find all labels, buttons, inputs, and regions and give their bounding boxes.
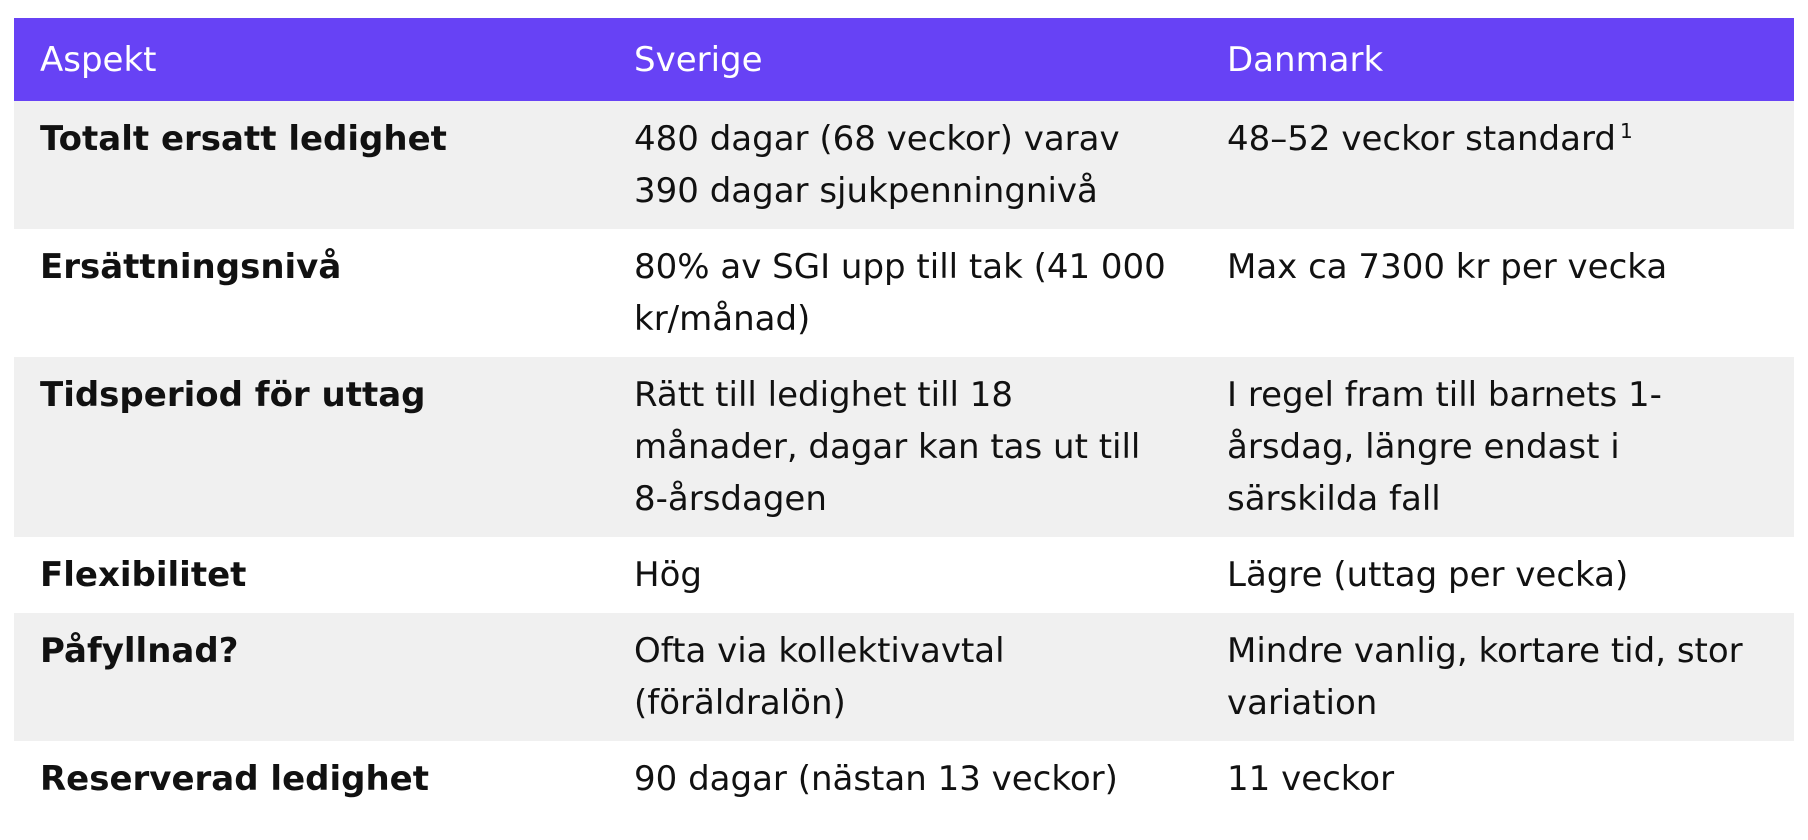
table-row (14, 537, 1794, 613)
table-row (14, 357, 1794, 537)
sverige-cell: Rätt till ledighet till 18 månader, dagar kan tas ut till 8-årsdagen (608, 357, 1201, 537)
header-aspekt: Aspekt (14, 18, 608, 101)
danmark-cell: I regel fram till barnets 1-årsdag, längre endast i särskilda fall (1201, 357, 1794, 537)
danmark-cell-text: 48–52 veckor standard (1227, 119, 1616, 159)
danmark-cell: Mindre vanlig, kortare tid, stor variation (1201, 613, 1794, 741)
sverige-cell: Hög (608, 537, 1201, 613)
sverige-cell: Ofta via kollektivavtal (föräldralön) (608, 613, 1201, 741)
table-row (14, 741, 1794, 817)
table-row (14, 613, 1794, 741)
sverige-cell: 90 dagar (nästan 13 veckor) (608, 741, 1201, 817)
table-row (14, 101, 1794, 229)
aspect-cell: Ersättningsnivå (14, 229, 608, 357)
aspect-cell: Tidsperiod för uttag (14, 357, 608, 537)
table-row (14, 229, 1794, 357)
sverige-cell: 80% av SGI upp till tak (41 000 kr/månad) (608, 229, 1201, 357)
footnote-marker[interactable]: 1 (1619, 118, 1633, 143)
comparison-table (14, 18, 1794, 817)
danmark-cell: 11 veckor (1201, 741, 1794, 817)
table-header (14, 18, 1794, 101)
aspect-cell: Totalt ersatt ledighet (14, 101, 608, 229)
danmark-cell (1201, 101, 1794, 229)
aspect-cell: Påfyllnad? (14, 613, 608, 741)
comparison-table-container (14, 18, 1794, 817)
aspect-cell: Flexibilitet (14, 537, 608, 613)
danmark-cell: Lägre (uttag per vecka) (1201, 537, 1794, 613)
header-danmark: Danmark (1201, 18, 1794, 101)
danmark-cell: Max ca 7300 kr per vecka (1201, 229, 1794, 357)
sverige-cell: 480 dagar (68 veckor) varav 390 dagar sjukpenningnivå (608, 101, 1201, 229)
aspect-cell: Reserverad ledighet (14, 741, 608, 817)
header-sverige: Sverige (608, 18, 1201, 101)
header-row (14, 18, 1794, 101)
table-body (14, 101, 1794, 817)
